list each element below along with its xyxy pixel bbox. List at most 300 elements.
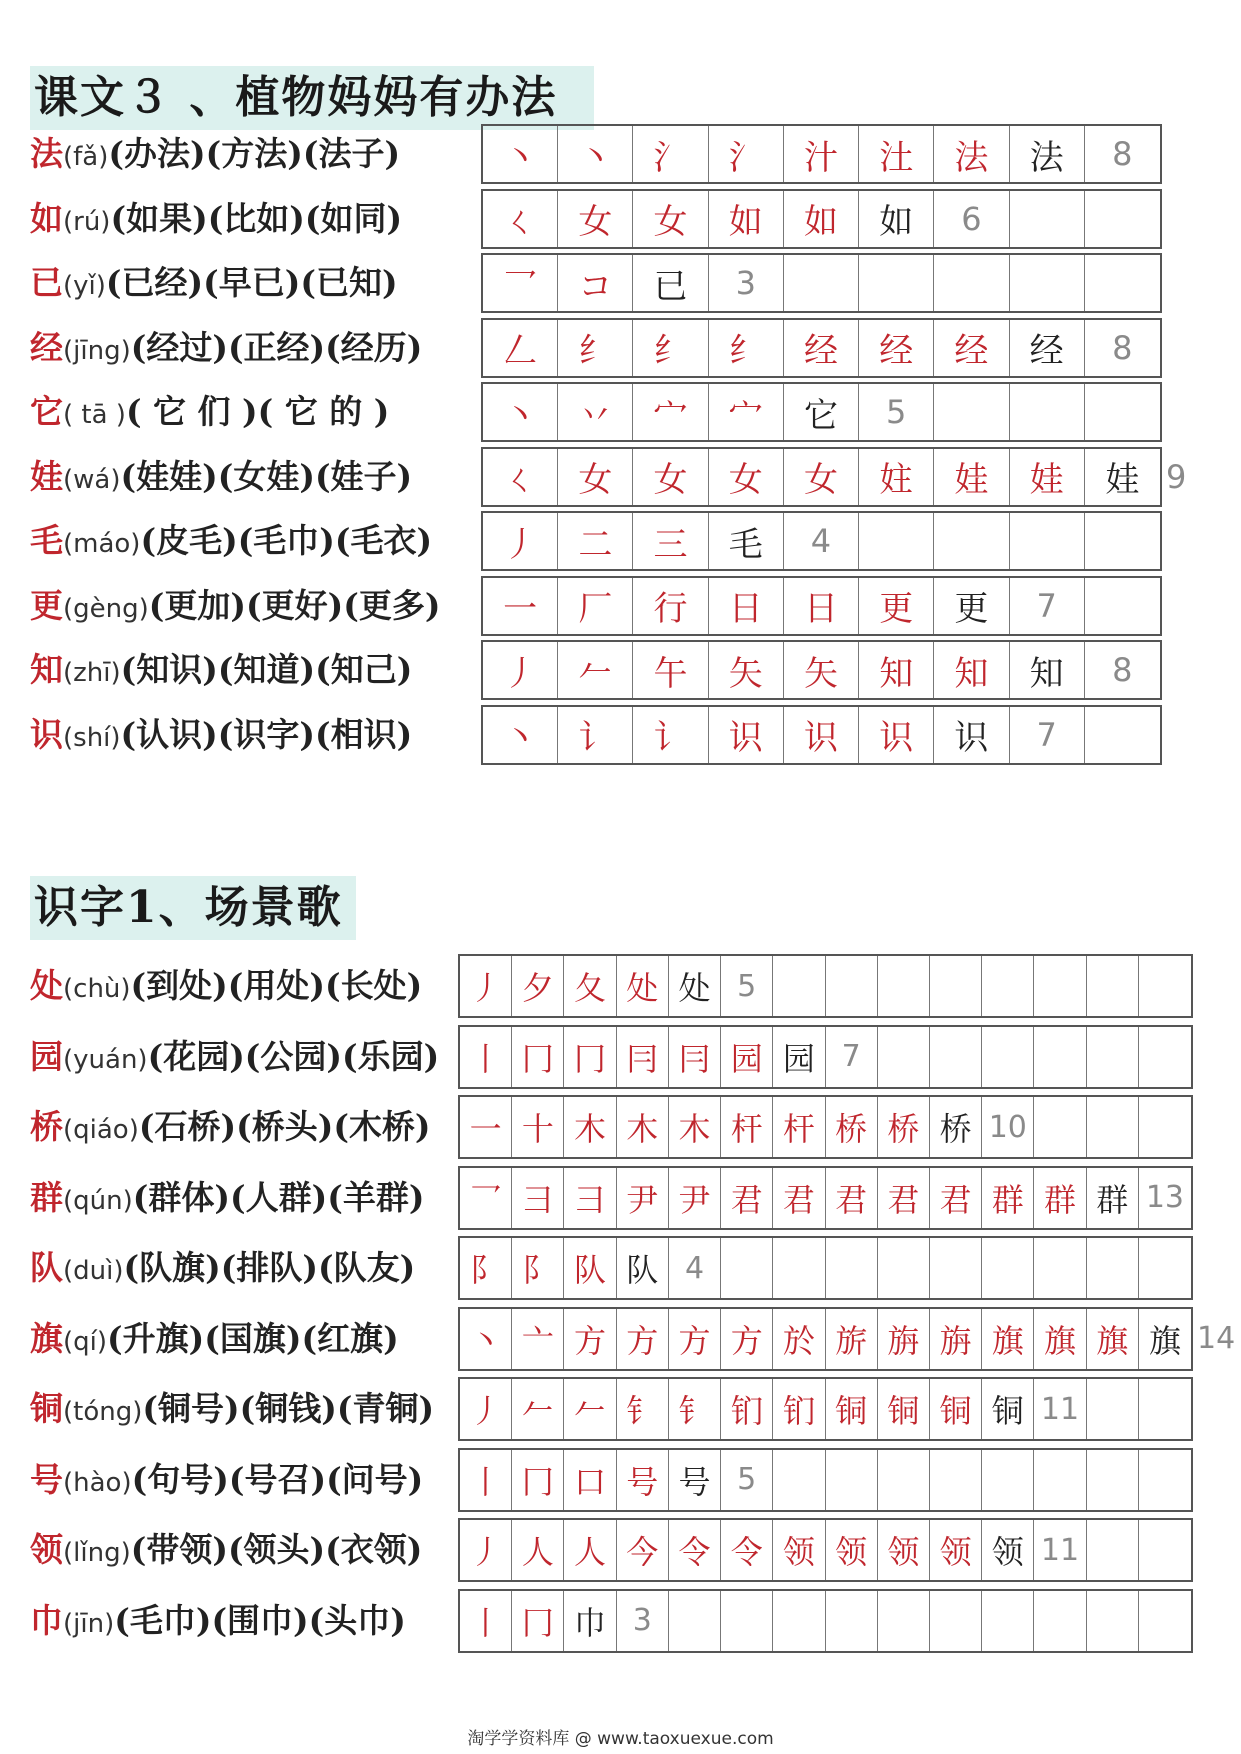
empty-cell [982,1238,1034,1298]
stroke-step [460,1591,512,1651]
empty-cell [1087,1027,1139,1087]
empty-cell [982,1450,1034,1510]
stroke-step-glyph: 丶 [578,137,613,178]
stroke-step [1010,449,1085,505]
stroke-step [859,320,934,376]
stroke-step [633,255,708,311]
empty-cell [773,1591,825,1651]
stroke-step-glyph: 铜 [991,1392,1024,1430]
stroke-step [826,1309,878,1369]
stroke-step [633,126,708,182]
stroke-step-glyph: 冂 [521,1039,554,1078]
stroke-step [784,578,859,634]
stroke-order-grid [458,1518,1193,1582]
stroke-step-glyph: 日 [803,589,838,629]
stroke-step [669,1309,721,1369]
stroke-step [558,449,633,505]
stroke-count: 5 [859,384,934,440]
stroke-count: 4 [784,513,859,569]
stroke-step-glyph: 杆 [782,1110,815,1148]
stroke-step [982,1520,1034,1580]
empty-cell [1139,1027,1191,1087]
stroke-step [859,191,934,247]
stroke-step [483,707,558,763]
stroke-step-glyph: 纟 [728,331,763,371]
pinyin: (yuán) [63,1044,148,1075]
stroke-step [930,1168,982,1228]
stroke-step-glyph: 乛 [469,1180,502,1219]
empty-cell [930,1450,982,1510]
example-words: (认识)(识字)(相识) [120,714,413,754]
example-words: (花园)(公园)(乐园) [147,1036,440,1076]
stroke-step [669,1450,721,1510]
stroke-count: 14 [1197,1320,1236,1356]
stroke-step-glyph: 园 [782,1039,815,1078]
empty-cell [878,1591,930,1651]
stroke-step-glyph: コ [578,266,613,307]
empty-cell [930,1027,982,1087]
character-row [0,189,1241,249]
stroke-step [617,1168,669,1228]
stroke-step-glyph: 已 [653,266,688,307]
stroke-step [558,707,633,763]
stroke-step-glyph: 更 [879,589,914,629]
row-label [30,640,412,703]
empty-cell [1034,1591,1086,1651]
stroke-step-glyph: 旗 [1148,1321,1181,1360]
target-character: 它 [30,392,63,431]
empty-cell [1139,1520,1191,1580]
stroke-step [669,1520,721,1580]
stroke-step-glyph: 行 [653,589,688,629]
stroke-step [564,1450,616,1510]
stroke-step [669,1097,721,1157]
empty-cell [930,956,982,1016]
stroke-order-grid [481,447,1162,507]
stroke-step-glyph: 群 [1044,1180,1077,1219]
stroke-step-glyph: 桥 [887,1110,920,1148]
target-character: 法 [30,134,63,173]
stroke-step [483,191,558,247]
example-words: (群体)(人群)(羊群) [132,1177,425,1217]
stroke-step [1010,642,1085,698]
stroke-step-glyph: 冃 [678,1039,711,1078]
empty-cell [826,956,878,1016]
stroke-step [930,1309,982,1369]
stroke-step-glyph: 夂 [574,969,607,1007]
stroke-step [773,1309,825,1369]
empty-cell [1034,1097,1086,1157]
stroke-step [633,513,708,569]
stroke-step-glyph: 处 [678,969,711,1007]
empty-cell [1139,956,1191,1016]
pinyin: (yǐ) [63,271,106,301]
stroke-step [558,126,633,182]
stroke-step [709,384,784,440]
stroke-step [483,642,558,698]
stroke-step [934,449,1009,505]
stroke-step-glyph: 冂 [574,1039,607,1078]
stroke-step-glyph: 令 [678,1533,711,1571]
stroke-step-glyph: 娃 [1105,460,1140,500]
stroke-step [617,1309,669,1369]
stroke-step [460,956,512,1016]
example-words: (石桥)(桥头)(木桥) [138,1107,431,1146]
character-row [0,1518,1241,1582]
stroke-step [633,578,708,634]
pinyin: (jīng) [63,335,131,366]
stroke-step [784,384,859,440]
stroke-step [721,1520,773,1580]
stroke-step-glyph: 处 [626,969,659,1007]
character-row [0,447,1241,507]
stroke-step-glyph: 君 [730,1180,763,1219]
stroke-step [773,1027,825,1087]
stroke-step [558,191,633,247]
empty-cell [859,255,934,311]
stroke-step-glyph: 如 [728,202,763,242]
pinyin: (lǐng) [63,1538,131,1568]
stroke-step [934,642,1009,698]
empty-cell [982,956,1034,1016]
character-row [0,511,1241,571]
empty-cell [1034,1238,1086,1298]
stroke-order-grid [458,1377,1193,1441]
character-row [0,1166,1241,1230]
stroke-step [878,1520,930,1580]
stroke-count: 13 [1145,1180,1185,1215]
stroke-step [460,1027,512,1087]
stroke-step [512,1379,564,1439]
stroke-step-glyph: 丿 [503,524,538,565]
stroke-step-glyph: 知 [1029,653,1064,694]
stroke-step [460,1097,512,1157]
stroke-step-glyph: 旃 [939,1321,972,1360]
target-character: 识 [30,714,63,754]
stroke-step-glyph: 丶 [503,718,538,758]
character-row [0,1377,1241,1441]
stroke-step [709,513,784,569]
stroke-step [617,1238,669,1298]
stroke-step-glyph: 旂 [835,1321,868,1360]
target-character: 旗 [30,1318,63,1358]
target-character: 园 [30,1036,63,1076]
stroke-step [617,1027,669,1087]
row-label [30,1236,415,1303]
character-row [0,1307,1241,1371]
stroke-step [483,449,558,505]
pinyin: (qún) [63,1185,133,1216]
stroke-step-glyph: 旗 [1044,1321,1077,1360]
stroke-step [773,1168,825,1228]
stroke-step-glyph: 如 [879,202,914,242]
stroke-step [617,1520,669,1580]
stroke-step [512,1309,564,1369]
stroke-step [669,1027,721,1087]
empty-cell [1085,255,1160,311]
row-label [30,1518,422,1585]
stroke-step [878,1379,930,1439]
stroke-step [558,255,633,311]
empty-cell [982,1591,1034,1651]
empty-cell [1087,1450,1139,1510]
stroke-count: 5 [721,956,773,1016]
empty-cell [1034,1027,1086,1087]
pinyin: (zhī) [63,658,121,688]
stroke-step [669,956,721,1016]
stroke-step-glyph: 丨 [469,1039,502,1078]
stroke-step-glyph: 人 [521,1533,554,1571]
stroke-step [617,956,669,1016]
stroke-step [564,1520,616,1580]
pinyin: ( tā ) [63,400,126,430]
stroke-step-glyph: 阝 [469,1251,502,1289]
stroke-step [460,1379,512,1439]
stroke-step-glyph: 今 [626,1533,659,1571]
stroke-step-glyph: 𠂉 [521,1392,554,1430]
stroke-step [460,1450,512,1510]
footer-watermark: 淘学学资料库 @ www.taoxuexue.com [467,1729,774,1749]
pinyin: (jīn) [63,1608,115,1639]
stroke-step [564,1591,616,1651]
stroke-step-glyph: 矢 [728,653,763,694]
stroke-step-glyph: 君 [887,1180,920,1219]
stroke-step [982,1168,1034,1228]
stroke-step-glyph: 女 [578,202,613,242]
stroke-step-glyph: ㄑ [503,460,538,500]
section-1-title: 课文３ 、植物妈妈有办法 [30,66,594,130]
stroke-step [460,1309,512,1369]
empty-cell [1087,1097,1139,1157]
stroke-step [512,1168,564,1228]
stroke-step-glyph: 钅 [678,1392,711,1430]
stroke-step-glyph: 桥 [939,1110,972,1148]
empty-cell [859,513,934,569]
pinyin: (duì) [63,1256,124,1286]
empty-cell [773,1238,825,1298]
stroke-step [784,126,859,182]
empty-cell [721,1238,773,1298]
empty-cell [773,1450,825,1510]
target-character: 号 [30,1459,63,1499]
example-words: ( 它 们 )( 它 的 ) [125,392,390,431]
empty-cell [982,1027,1034,1087]
stroke-step [878,1097,930,1157]
row-label [30,1377,434,1444]
empty-cell [1085,384,1160,440]
stroke-order-grid [481,576,1162,636]
stroke-step [483,513,558,569]
example-words: (毛巾)(围巾)(头巾) [114,1600,406,1640]
stroke-step-glyph: 钅 [626,1392,659,1430]
empty-cell [773,956,825,1016]
stroke-step [930,1520,982,1580]
stroke-step-glyph: 法 [1029,137,1064,178]
stroke-step-glyph: 群 [1096,1180,1129,1219]
example-words: (队旗)(排队)(队友) [123,1248,416,1287]
stroke-step-glyph: 旗 [1096,1321,1129,1360]
stroke-order-grid [481,318,1162,378]
stroke-step-glyph: 方 [626,1321,659,1360]
stroke-step-glyph: 女 [728,460,763,500]
stroke-step [558,513,633,569]
stroke-count: 7 [1010,578,1085,634]
stroke-step [1034,1168,1086,1228]
pinyin: (hào) [63,1467,132,1498]
stroke-step-glyph: 知 [879,653,914,694]
empty-cell [878,1238,930,1298]
stroke-step-glyph: 日 [728,589,763,629]
stroke-step [709,707,784,763]
stroke-step-glyph: 君 [939,1180,972,1219]
pinyin: (máo) [63,529,141,559]
stroke-step-glyph: 园 [730,1039,763,1078]
empty-cell [1139,1450,1191,1510]
stroke-step [1087,1309,1139,1369]
stroke-step [617,1097,669,1157]
stroke-order-grid [458,1095,1193,1159]
stroke-step-glyph: 宀 [728,395,763,436]
target-character: 队 [30,1248,63,1287]
stroke-step-glyph: 法 [954,137,989,178]
target-character: 铜 [30,1389,63,1428]
stroke-step [773,1097,825,1157]
stroke-order-grid [481,253,1162,313]
stroke-count: 3 [709,255,784,311]
row-label [30,1307,399,1374]
empty-cell [1085,707,1160,763]
stroke-step-glyph: 汁 [803,137,838,178]
stroke-step [669,1168,721,1228]
stroke-step-glyph: 杆 [730,1110,763,1148]
character-row [0,382,1241,442]
stroke-count: 8 [1112,651,1133,689]
stroke-count: 10 [982,1097,1034,1157]
stroke-step [773,1520,825,1580]
stroke-step-glyph: 乛 [503,266,538,307]
stroke-step-glyph: 铜 [835,1392,868,1430]
stroke-step-glyph: 女 [578,460,613,500]
stroke-step-glyph: 经 [1029,331,1064,371]
stroke-step-glyph: 厂 [578,589,613,629]
stroke-step [784,191,859,247]
stroke-step-glyph: 方 [574,1321,607,1360]
stroke-step-glyph: 丶 [469,1321,502,1360]
stroke-step-glyph: 氵 [653,137,688,178]
empty-cell [784,255,859,311]
stroke-count: 3 [617,1591,669,1651]
stroke-step [773,1379,825,1439]
target-character: 领 [30,1530,63,1569]
stroke-step-glyph: 丶 [503,137,538,178]
stroke-step-glyph: 队 [574,1251,607,1289]
pinyin: (qiáo) [63,1115,139,1145]
row-label [30,511,432,574]
stroke-step-glyph: 人 [574,1533,607,1571]
stroke-step-glyph: 丿 [503,653,538,694]
stroke-step [558,578,633,634]
stroke-step [709,320,784,376]
empty-cell [1085,578,1160,634]
stroke-step-glyph: 尹 [678,1180,711,1219]
stroke-order-grid [481,382,1162,442]
stroke-step [564,1379,616,1439]
example-words: (到处)(用处)(长处) [130,966,423,1005]
empty-cell [1087,1238,1139,1298]
stroke-step-glyph: 宀 [653,395,688,436]
stroke-order-grid [458,1448,1193,1512]
stroke-step [878,1168,930,1228]
stroke-step [784,707,859,763]
row-label [30,189,402,252]
stroke-step-glyph: 经 [954,331,989,371]
stroke-step [512,1450,564,1510]
stroke-step-glyph: 纟 [578,331,613,371]
stroke-step [784,449,859,505]
stroke-step-glyph: 领 [939,1533,972,1571]
stroke-step-glyph: 彐 [574,1180,607,1219]
stroke-step [930,1097,982,1157]
stroke-step-glyph: 十 [521,1110,554,1148]
stroke-step-glyph: 亠 [521,1321,554,1360]
stroke-step-glyph: 丷 [578,395,613,436]
target-character: 毛 [30,521,63,560]
stroke-step [564,1097,616,1157]
stroke-step [721,1027,773,1087]
target-character: 更 [30,585,63,625]
stroke-step-glyph: ㄑ [503,202,538,242]
stroke-step-glyph: 经 [879,331,914,371]
stroke-step [512,956,564,1016]
stroke-count: 7 [826,1027,878,1087]
stroke-step-glyph: 矢 [803,653,838,694]
stroke-step-glyph: 三 [653,524,688,565]
stroke-step-glyph: 丿 [469,969,502,1007]
empty-cell [669,1591,721,1651]
target-character: 巾 [30,1600,63,1640]
row-label [30,124,400,187]
character-row [0,576,1241,636]
stroke-step [709,578,784,634]
stroke-step-glyph: 知 [954,653,989,694]
pinyin: (rú) [63,206,111,237]
target-character: 娃 [30,456,63,496]
stroke-step-glyph: 钔 [782,1392,815,1430]
stroke-step-glyph: 识 [728,718,763,758]
stroke-step-glyph: 妵 [879,460,914,500]
stroke-order-grid [481,640,1162,700]
stroke-order-grid [458,1166,1193,1230]
character-row [0,954,1241,1018]
empty-cell [934,384,1009,440]
target-character: 群 [30,1177,63,1217]
stroke-step [564,1309,616,1369]
stroke-step [558,384,633,440]
empty-cell [930,1238,982,1298]
stroke-step [564,1238,616,1298]
stroke-order-grid [458,1307,1193,1371]
stroke-step-glyph: 令 [730,1533,763,1571]
stroke-step-glyph: 丨 [469,1603,502,1642]
stroke-step [826,1379,878,1439]
empty-cell [934,513,1009,569]
stroke-step [826,1520,878,1580]
stroke-step-glyph: 木 [678,1110,711,1148]
stroke-step [633,642,708,698]
stroke-step-glyph: 群 [991,1180,1024,1219]
stroke-count: 6 [934,191,1009,247]
empty-cell [1139,1097,1191,1157]
